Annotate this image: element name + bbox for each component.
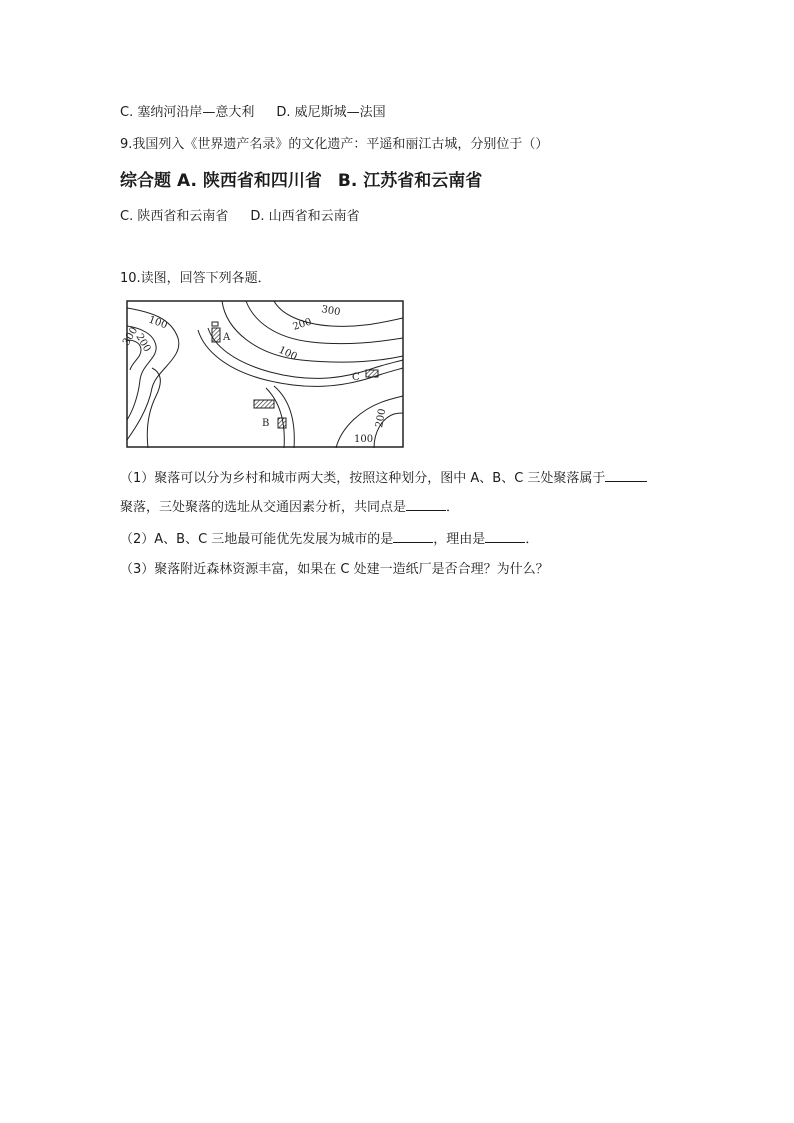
q8-option-d: D. 威尼斯城—法国 (276, 105, 386, 120)
settlement-c (366, 370, 378, 377)
q10-stem: 10.读图，回答下列各题． (120, 271, 271, 286)
q9-options-cd-line (120, 208, 360, 226)
contour-map-figure (121, 300, 406, 450)
period: ． (446, 500, 460, 515)
answer-blank[interactable] (406, 497, 446, 511)
contour-label: 200 (291, 316, 314, 333)
settlement-b-detail (278, 418, 286, 428)
q8-option-c: C. 塞纳河沿岸—意大利 (120, 105, 255, 120)
answer-blank[interactable] (605, 468, 647, 482)
settlement-b (254, 400, 274, 408)
contour-label: 300 (121, 325, 141, 348)
contour-label: 200 (374, 407, 389, 429)
q10-part2-text: （2）A、B、C 三地最可能优先发展为城市的是 (120, 532, 394, 547)
place-label-c: C (352, 372, 360, 383)
answer-blank[interactable] (485, 529, 525, 543)
period: ． (525, 532, 539, 547)
answer-blank[interactable] (393, 529, 433, 543)
settlement-a-detail (212, 322, 218, 326)
q10-part1-text: （1）聚落可以分为乡村和城市两大类，按照这种划分，图中 A、B、C 三处聚落属于 (120, 471, 606, 486)
section-title: 综合题 (120, 171, 171, 191)
q9-stem: 9.我国列入《世界遗产名录》的文化遗产：平遥和丽江古城，分别位于（） (120, 137, 549, 152)
q9-option-a: A. 陕西省和四川省 (177, 171, 322, 191)
contour-label: 100 (146, 314, 169, 332)
contour-label: 300 (320, 304, 342, 319)
q9-option-d: D. 山西省和云南省 (250, 209, 360, 224)
contour-label: 200 (133, 332, 153, 355)
q9-option-c: C. 陕西省和云南省 (120, 209, 229, 224)
q10-part1-cont: 聚落，三处聚落的选址从交通因素分析，共同点是 (120, 500, 407, 515)
q10-part1-line2 (120, 497, 459, 517)
q8-options-line (120, 104, 386, 122)
contour-label: 100 (354, 434, 374, 445)
q10-part1-line1 (120, 468, 647, 488)
q9-options-ab-line (120, 170, 482, 192)
place-label-b: B (262, 418, 270, 429)
q10-part2-line (120, 529, 538, 549)
settlement-a (212, 328, 220, 342)
q10-part2-reason: ，理由是 (433, 532, 486, 547)
place-label-a: A (223, 332, 231, 343)
q10-part3: （3）聚落附近森林资源丰富，如果在 C 处建一造纸厂是否合理？为什么？ (120, 562, 549, 577)
contour-label: 100 (276, 344, 299, 363)
q9-option-b: B. 江苏省和云南省 (337, 171, 483, 191)
